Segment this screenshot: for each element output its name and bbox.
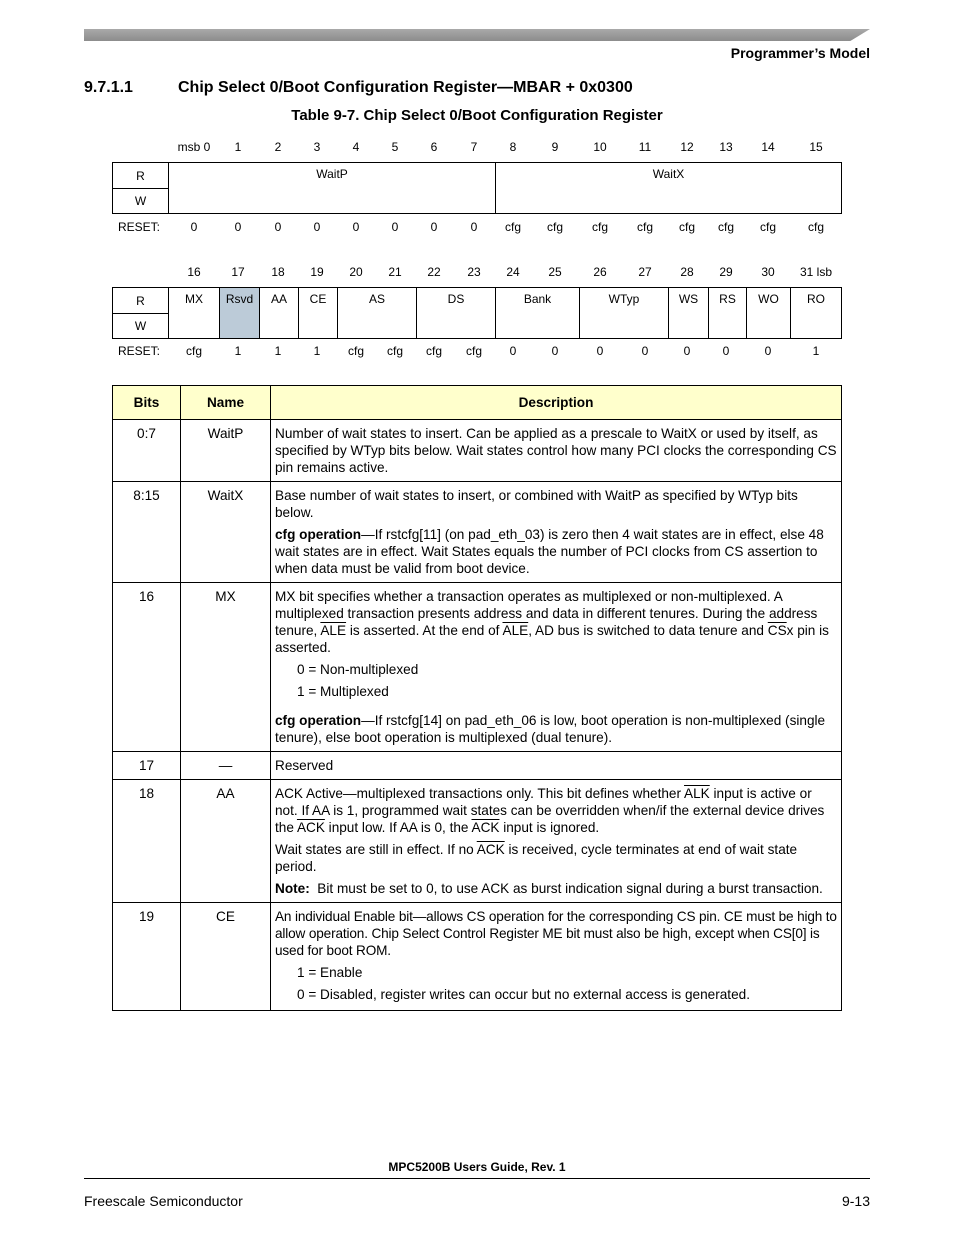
cfg-operation-label: cfg operation	[275, 713, 362, 728]
bit-label: 28	[680, 265, 694, 279]
description-text: Base number of wait states to insert, or combined with WaitP as specified by WTyp bits below.	[275, 488, 798, 520]
option-text: 0 = Non-multiplexed	[297, 662, 419, 677]
reset-value: cfg	[591, 220, 608, 234]
reset-value: cfg	[347, 344, 364, 358]
reset-value: 0	[234, 220, 242, 234]
bit-label: 6	[430, 140, 438, 154]
footer-publisher: Freescale Semiconductor	[84, 1193, 243, 1209]
field-aa: AA	[260, 288, 299, 338]
text-run: Wait states are still in effect. If no	[275, 842, 477, 857]
bit-label: 23	[467, 265, 481, 279]
note-label: Note:	[275, 881, 310, 896]
reset-value: 0	[596, 344, 604, 358]
bit-label: 16	[187, 265, 201, 279]
row-name: AA	[181, 780, 271, 903]
description-text	[275, 841, 837, 875]
ale-signal: $\overline{ALE}$	[320, 623, 347, 638]
field-rsvd: Rsvd	[220, 288, 260, 338]
register-row-upper	[112, 162, 842, 214]
row-description	[271, 752, 842, 780]
note-detail: Bit must be set to 0, to use ACK as burst indication signal during a burst transaction.	[309, 881, 823, 896]
bit-label: 10	[593, 140, 607, 154]
bit-labels-upper	[168, 140, 842, 156]
ack-signal: $\overline{ACK}$	[296, 820, 325, 835]
field-ws: WS	[669, 288, 709, 338]
reset-value: 0	[641, 344, 649, 358]
row-bits: 0:7	[113, 420, 181, 482]
row-description	[271, 482, 842, 583]
footer-divider	[84, 1178, 870, 1179]
bit-label: 20	[349, 265, 363, 279]
row-bits: 17	[113, 752, 181, 780]
row-description	[271, 903, 842, 1011]
bit-label: 3	[313, 140, 321, 154]
bit-label: 14	[761, 140, 775, 154]
reset-value: 0	[274, 220, 282, 234]
reset-value: 0	[190, 220, 198, 234]
reset-value: cfg	[678, 220, 695, 234]
reset-value: cfg	[807, 220, 824, 234]
bit-label: 5	[391, 140, 399, 154]
read-row-label: R	[113, 288, 169, 314]
cfg-operation-detail: —If rstcfg[11] (on pad_eth_03) is zero then 4 wait states are in effect, else 48 wait states are in effect. Wait States equals the number of PCI clocks from CS assertion to when data must be valid from boot device.	[275, 527, 824, 576]
table-row	[113, 583, 842, 752]
reset-value: 1	[313, 344, 321, 358]
field-rs: RS	[709, 288, 747, 338]
table-header-row	[113, 386, 842, 420]
footer-document-title: MPC5200B Users Guide, Rev. 1	[388, 1160, 566, 1174]
field-wtyp: WTyp	[580, 288, 669, 338]
text-run: input is active or not. If AA is 1, programmed wait states can be overridden when/if the external device drives the	[275, 786, 825, 835]
reset-value: 0	[764, 344, 772, 358]
cfg-operation-detail: —If rstcfg[14] on pad_eth_06 is low, boot operation is non-multiplexed (single tenure), else boot operation is multiplexed (dual tenure).	[275, 713, 826, 745]
reset-value: cfg	[636, 220, 653, 234]
row-bits: 8:15	[113, 482, 181, 583]
reset-value: cfg	[546, 220, 563, 234]
reset-value: 0	[722, 344, 730, 358]
reset-value: 0	[430, 220, 438, 234]
register-row-lower	[112, 287, 842, 339]
text-run: , AD bus is switched to data tenure and	[528, 623, 768, 638]
row-bits: 16	[113, 583, 181, 752]
reset-value: 0	[551, 344, 559, 358]
section-heading	[84, 79, 633, 97]
description-text	[275, 588, 837, 656]
field-mx: MX	[169, 288, 220, 338]
bit-label: 27	[638, 265, 652, 279]
field-wo: WO	[747, 288, 791, 338]
header-name: Name	[181, 386, 271, 420]
reset-value: 0	[509, 344, 517, 358]
bit-label: 9	[551, 140, 559, 154]
text-run: is asserted. At the end of	[346, 623, 503, 638]
bit-label: 21	[388, 265, 402, 279]
bit-label: 8	[509, 140, 517, 154]
reset-value: cfg	[717, 220, 734, 234]
bit-label: 11	[638, 140, 652, 154]
reset-value: 1	[274, 344, 282, 358]
table-row	[113, 482, 842, 583]
note-text	[275, 880, 837, 897]
option-text: 1 = Multiplexed	[297, 684, 389, 699]
reset-label: RESET:	[118, 220, 161, 234]
cfg-operation-text	[275, 712, 837, 746]
row-description	[271, 780, 842, 903]
option-text: 1 = Enable	[297, 965, 363, 980]
ale-signal: $\overline{ALE}$	[502, 623, 529, 638]
reset-value: cfg	[504, 220, 521, 234]
cfg-operation-label: cfg operation	[275, 527, 362, 542]
read-row-label: R	[113, 163, 169, 189]
reset-value: 0	[470, 220, 478, 234]
table-caption: Table 9-7. Chip Select 0/Boot Configuration Register	[291, 107, 663, 124]
bit-label: 22	[427, 265, 441, 279]
description-text	[275, 785, 837, 836]
header-description: Description	[271, 386, 842, 420]
reset-value: cfg	[759, 220, 776, 234]
row-name: MX	[181, 583, 271, 752]
write-row-label: W	[113, 314, 169, 338]
row-name: WaitP	[181, 420, 271, 482]
reset-value: cfg	[425, 344, 442, 358]
reset-values-lower	[168, 344, 842, 360]
reset-value: cfg	[386, 344, 403, 358]
reset-values-upper	[168, 220, 842, 236]
reset-value: 0	[683, 344, 691, 358]
bit-label: 24	[506, 265, 520, 279]
header-bits: Bits	[113, 386, 181, 420]
cfg-operation-text	[275, 526, 837, 577]
write-row-label: W	[113, 189, 169, 213]
field-as: AS	[338, 288, 417, 338]
text-run: input is ignored.	[499, 820, 600, 835]
reset-value: 1	[812, 344, 820, 358]
bit-label: 12	[680, 140, 694, 154]
bit-label: 19	[310, 265, 324, 279]
table-row	[113, 752, 842, 780]
bit-label: 31 lsb	[799, 265, 833, 279]
bit-label: 26	[593, 265, 607, 279]
bit-label: 15	[809, 140, 823, 154]
option-text: 0 = Disabled, register writes can occur but no external access is generated.	[297, 987, 750, 1002]
cs-signal: $\overline{CS}$	[767, 623, 787, 638]
row-description	[271, 583, 842, 752]
bit-label: 25	[548, 265, 562, 279]
section-title: Chip Select 0/Boot Configuration Register—MBAR + 0x0300	[178, 79, 633, 96]
reset-label: RESET:	[118, 344, 161, 358]
description-text: An individual Enable bit—allows CS operation for the corresponding CS pin. CE must be high to allow operation. Chip Select Control Register ME bit must also be high, except when CS[0] is used for boot ROM.	[275, 909, 837, 958]
field-ce: CE	[299, 288, 338, 338]
reset-value: 1	[234, 344, 242, 358]
bit-label: msb 0	[177, 140, 211, 154]
bit-label: 4	[352, 140, 360, 154]
ack-signal: $\overline{ACK}$	[476, 842, 505, 857]
bit-label: 30	[761, 265, 775, 279]
row-name: WaitX	[181, 482, 271, 583]
text-run: ACK Active—multiplexed transactions only. This bit defines whether	[275, 786, 685, 801]
bit-label: 13	[719, 140, 733, 154]
field-description-table	[112, 385, 842, 1011]
table-row	[113, 780, 842, 903]
bit-label: 18	[271, 265, 285, 279]
row-name: CE	[181, 903, 271, 1011]
reset-value: cfg	[465, 344, 482, 358]
text-run: x pin is asserted.	[275, 623, 829, 655]
field-waitx: WaitX	[652, 167, 685, 181]
section-number: 9.7.1.1	[84, 79, 133, 96]
ack-signal: $\overline{ACK}$	[471, 820, 500, 835]
reset-value: 0	[352, 220, 360, 234]
bit-label: 1	[234, 140, 242, 154]
text-run: is received, cycle terminates at end of wait state period.	[275, 842, 798, 874]
row-description	[271, 420, 842, 482]
field-bank: Bank	[496, 288, 580, 338]
reset-value: cfg	[185, 344, 202, 358]
bit-label: 7	[470, 140, 478, 154]
bit-label: 29	[719, 265, 733, 279]
alk-signal: $\overline{ALK}$	[684, 786, 710, 801]
bit-labels-lower	[168, 265, 842, 281]
description-text: Number of wait states to insert. Can be applied as a prescale to WaitX or used by itself, as specified by WTyp bits below. Wait states control how many PCI clocks the corresponding CS pin remains active.	[275, 426, 837, 475]
footer-page-number: 9-13	[841, 1193, 870, 1209]
row-bits: 18	[113, 780, 181, 903]
row-bits: 19	[113, 903, 181, 1011]
table-row	[113, 903, 842, 1011]
field-ro: RO	[807, 292, 825, 306]
text-run: input low. If AA is 0, the	[324, 820, 472, 835]
bit-label: 2	[274, 140, 282, 154]
reset-value: 0	[313, 220, 321, 234]
row-name: —	[181, 752, 271, 780]
running-header: Programmer’s Model	[730, 45, 870, 61]
field-ds: DS	[417, 288, 496, 338]
table-row	[113, 420, 842, 482]
field-waitp: WaitP	[169, 163, 496, 213]
text-run: MX bit specifies whether a transaction operates as multiplexed or non-multiplexed. A multiplexed transaction presents address and data in different tenures. During the address tenure,	[275, 589, 818, 638]
bit-label: 17	[231, 265, 245, 279]
header-bar	[84, 29, 870, 41]
description-text: Reserved	[275, 758, 334, 773]
reset-value: 0	[391, 220, 399, 234]
